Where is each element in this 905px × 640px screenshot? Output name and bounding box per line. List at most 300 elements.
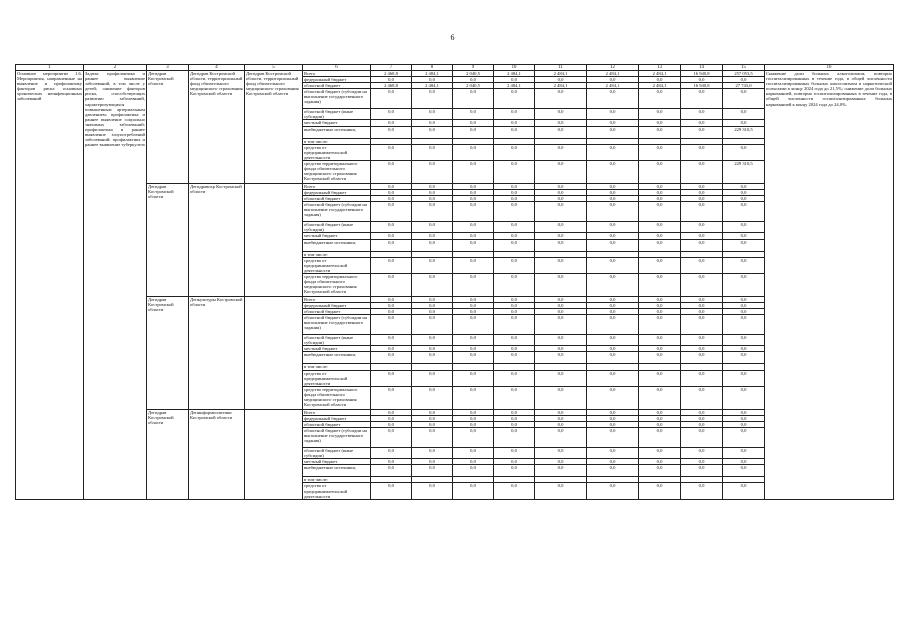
value-cell: 0,0 (412, 273, 453, 296)
value-cell: 0,0 (494, 109, 535, 120)
value-cell: 2 484,1 (587, 83, 639, 89)
value-cell: 0,0 (494, 415, 535, 421)
value-cell: 0,0 (681, 483, 723, 499)
value-cell: 0,0 (371, 415, 412, 421)
value-cell: 0,0 (453, 273, 494, 296)
value-cell: 0,0 (371, 233, 412, 239)
value-cell: 0,0 (494, 77, 535, 83)
value-cell: 0,0 (587, 160, 639, 183)
value-cell: 0,0 (371, 160, 412, 183)
funding-source-label: областной бюджет (субсидии на выполнение государственного задания) (303, 315, 371, 335)
value-cell: 0,0 (371, 302, 412, 308)
col5-cell (245, 296, 303, 409)
value-cell: 0,0 (723, 483, 765, 499)
value-cell: 0,0 (587, 239, 639, 251)
value-cell: 0,0 (681, 109, 723, 120)
value-cell: 0,0 (723, 352, 765, 364)
value-cell: 0,0 (494, 183, 535, 189)
value-cell: 0,0 (535, 448, 587, 459)
value-cell: 27 743,0 (723, 83, 765, 89)
col-header-6: 6 (303, 65, 371, 71)
funding-source-label: внебюджетные источники, (303, 465, 371, 477)
value-cell: 0,0 (535, 257, 587, 273)
value-cell: 0,0 (681, 190, 723, 196)
value-cell: 0,0 (494, 352, 535, 364)
value-cell: 257 053,5 (723, 71, 765, 77)
value-cell: 0,0 (587, 370, 639, 386)
value-cell: 0,0 (681, 89, 723, 109)
value-cell: 0,0 (587, 273, 639, 296)
value-cell: 0,0 (723, 190, 765, 196)
col-header-5: 5 (245, 65, 303, 71)
funding-source-label: областной бюджет (303, 309, 371, 315)
funding-source-label: в том числе: (303, 251, 371, 257)
value-cell: 0,0 (681, 335, 723, 346)
value-cell: 0,0 (453, 335, 494, 346)
value-cell: 0,0 (639, 415, 681, 421)
value-cell: 0,0 (639, 448, 681, 459)
value-cell: 0,0 (453, 89, 494, 109)
funding-source-label: областной бюджет (иные субсидии) (303, 448, 371, 459)
value-cell: 0,0 (587, 302, 639, 308)
value-cell: 0,0 (587, 296, 639, 302)
col-header-10: 10 (494, 65, 535, 71)
col-header-14: 14 (681, 65, 723, 71)
value-cell: 0,0 (412, 448, 453, 459)
value-cell: 0,0 (681, 386, 723, 409)
value-cell: 0,0 (639, 190, 681, 196)
value-cell: 0,0 (494, 370, 535, 386)
value-cell: 0,0 (494, 315, 535, 335)
value-cell: 0,0 (412, 428, 453, 448)
value-cell: 0,0 (494, 144, 535, 160)
value-cell: 0,0 (371, 448, 412, 459)
value-cell: 0,0 (535, 346, 587, 352)
executor-cell: Депздрав Костромской области (147, 71, 189, 184)
value-cell: 0,0 (453, 233, 494, 239)
value-cell: 0,0 (587, 144, 639, 160)
value-cell: 0,0 (412, 335, 453, 346)
value-cell: 0,0 (453, 370, 494, 386)
value-cell: 0,0 (453, 257, 494, 273)
value-cell: 0,0 (412, 160, 453, 183)
value-cell: 0,0 (587, 352, 639, 364)
value-cell: 0,0 (639, 196, 681, 202)
col-header-13: 13 (639, 65, 681, 71)
funding-source-label: областной бюджет (субсидии на выполнение государственного задания) (303, 89, 371, 109)
value-cell: 0,0 (639, 428, 681, 448)
value-cell: 0,0 (681, 448, 723, 459)
value-cell: 0,0 (371, 386, 412, 409)
funding-source-label: в том числе: (303, 138, 371, 144)
value-cell: 0,0 (494, 422, 535, 428)
value-cell: 0,0 (535, 459, 587, 465)
value-cell: 0,0 (681, 459, 723, 465)
value-cell: 0,0 (453, 309, 494, 315)
value-cell: 0,0 (639, 222, 681, 233)
value-cell: 0,0 (494, 459, 535, 465)
value-cell: 0,0 (371, 190, 412, 196)
value-cell: 0,0 (639, 160, 681, 183)
value-cell: 0,0 (723, 77, 765, 83)
value-cell: 0,0 (681, 196, 723, 202)
value-cell: 0,0 (587, 257, 639, 273)
col5-cell (245, 409, 303, 499)
value-cell: 0,0 (723, 296, 765, 302)
value-cell: 0,0 (371, 144, 412, 160)
funding-source-label: внебюджетные источники, (303, 352, 371, 364)
main-event-cell: Основное мероприятие 1.6. Мероприятия, направленные на выявление и профилактику факторов риска основных хронических неинфекционных заболеваний (16, 71, 84, 500)
value-cell: 0,0 (412, 183, 453, 189)
value-cell: 0,0 (371, 428, 412, 448)
value-cell: 0,0 (494, 302, 535, 308)
value-cell: 229 310,5 (723, 126, 765, 138)
value-cell: 0,0 (639, 77, 681, 83)
value-cell: 0,0 (587, 309, 639, 315)
value-cell: 0,0 (412, 415, 453, 421)
value-cell: 0,0 (639, 409, 681, 415)
col-header-4: 4 (189, 65, 245, 71)
value-cell: 0,0 (412, 370, 453, 386)
funding-source-label: средства от предпринимательской деятельности (303, 257, 371, 273)
value-cell: 0,0 (535, 233, 587, 239)
value-cell: 0,0 (371, 222, 412, 233)
value-cell: 0,0 (412, 309, 453, 315)
funding-source-label: областной бюджет (субсидии на выполнение государственного задания) (303, 202, 371, 222)
col-header-9: 9 (453, 65, 494, 71)
value-cell: 0,0 (587, 202, 639, 222)
funding-source-label: средства территориального фонда обязательного медицинского страхования Костромской области (303, 386, 371, 409)
funding-source-label: областной бюджет (субсидии на выполнение государственного задания) (303, 428, 371, 448)
value-cell: 0,0 (587, 89, 639, 109)
value-cell: 0,0 (587, 183, 639, 189)
value-cell: 0,0 (587, 448, 639, 459)
value-cell: 0,0 (453, 483, 494, 499)
value-cell: 2 484,1 (639, 83, 681, 89)
value-cell: 0,0 (494, 257, 535, 273)
value-cell: 0,0 (494, 202, 535, 222)
value-cell: 0,0 (723, 109, 765, 120)
value-cell: 0,0 (639, 465, 681, 477)
value-cell: 0,0 (371, 120, 412, 126)
value-cell: 0,0 (453, 202, 494, 222)
value-cell: 0,0 (639, 315, 681, 335)
executor-cell: Депздрав Костромской области (147, 296, 189, 409)
value-cell: 0,0 (535, 144, 587, 160)
value-cell: 0,0 (681, 160, 723, 183)
value-cell: 0,0 (681, 233, 723, 239)
value-cell: 0,0 (412, 222, 453, 233)
value-cell: 0,0 (723, 415, 765, 421)
value-cell: 0,0 (412, 196, 453, 202)
value-cell: 0,0 (371, 183, 412, 189)
value-cell: 0,0 (453, 77, 494, 83)
value-cell: 0,0 (453, 465, 494, 477)
value-cell: 0,0 (412, 409, 453, 415)
value-cell: 0,0 (723, 386, 765, 409)
value-cell: 0,0 (639, 120, 681, 126)
value-cell: 0,0 (453, 126, 494, 138)
col-header-1: 1 (16, 65, 84, 71)
value-cell: 0,0 (587, 233, 639, 239)
value-cell: 0,0 (371, 346, 412, 352)
value-cell: 0,0 (587, 465, 639, 477)
funding-source-label: Всего (303, 409, 371, 415)
value-cell: 0,0 (681, 422, 723, 428)
value-cell: 0,0 (723, 370, 765, 386)
value-cell: 0,0 (639, 302, 681, 308)
value-cell: 0,0 (412, 190, 453, 196)
value-cell: 0,0 (371, 459, 412, 465)
funding-source-label: федеральный бюджет (303, 77, 371, 83)
value-cell: 0,0 (535, 315, 587, 335)
value-cell: 0,0 (681, 309, 723, 315)
value-cell: 0,0 (453, 144, 494, 160)
value-cell: 0,0 (723, 222, 765, 233)
value-cell: 0,0 (587, 126, 639, 138)
value-cell: 0,0 (453, 315, 494, 335)
value-cell: 0,0 (535, 422, 587, 428)
value-cell: 0,0 (494, 233, 535, 239)
funding-source-label: местный бюджет (303, 120, 371, 126)
value-cell: 0,0 (453, 109, 494, 120)
value-cell: 0,0 (371, 77, 412, 83)
value-cell: 0,0 (412, 202, 453, 222)
value-cell: 0,0 (412, 296, 453, 302)
value-cell: 0,0 (535, 370, 587, 386)
value-cell: 0,0 (494, 190, 535, 196)
value-cell: 0,0 (453, 160, 494, 183)
value-cell: 0,0 (681, 370, 723, 386)
value-cell: 0,0 (723, 422, 765, 428)
value-cell: 0,0 (412, 465, 453, 477)
value-cell: 0,0 (681, 144, 723, 160)
col-header-2: 2 (84, 65, 147, 71)
value-cell: 0,0 (412, 126, 453, 138)
value-cell: 0,0 (535, 335, 587, 346)
value-cell: 0,0 (639, 233, 681, 239)
value-cell: 0,0 (639, 309, 681, 315)
value-cell: 0,0 (587, 120, 639, 126)
value-cell: 2 468,8 (371, 83, 412, 89)
value-cell: 0,0 (639, 257, 681, 273)
value-cell: 0,0 (681, 183, 723, 189)
value-cell: 0,0 (453, 422, 494, 428)
value-cell: 0,0 (681, 273, 723, 296)
value-cell: 0,0 (587, 196, 639, 202)
col5-cell (245, 183, 303, 296)
value-cell: 0,0 (639, 335, 681, 346)
value-cell: 0,0 (723, 89, 765, 109)
value-cell: 0,0 (494, 160, 535, 183)
value-cell: 0,0 (639, 370, 681, 386)
value-cell: 0,0 (681, 302, 723, 308)
participant-cell: Депздрав Костромской области, территориальный фонд обязательного медицинского страхования Костромской области (189, 71, 245, 184)
funding-source-label: средства от предпринимательской деятельности (303, 144, 371, 160)
funding-source-label: областной бюджет (303, 83, 371, 89)
value-cell: 0,0 (681, 202, 723, 222)
value-cell: 0,0 (681, 315, 723, 335)
value-cell: 0,0 (371, 315, 412, 335)
value-cell: 0,0 (681, 126, 723, 138)
funding-source-label: средства от предпринимательской деятельности (303, 483, 371, 499)
value-cell: 0,0 (494, 335, 535, 346)
value-cell: 0,0 (412, 77, 453, 83)
value-cell: 0,0 (681, 296, 723, 302)
value-cell: 0,0 (535, 196, 587, 202)
funding-source-label: средства территориального фонда обязательного медицинского страхования Костромской области (303, 273, 371, 296)
value-cell: 0,0 (494, 120, 535, 126)
value-cell: 0,0 (587, 415, 639, 421)
value-cell: 0,0 (453, 302, 494, 308)
value-cell: 0,0 (639, 459, 681, 465)
value-cell: 2 484,1 (535, 71, 587, 77)
value-cell: 0,0 (587, 346, 639, 352)
value-cell: 0,0 (639, 144, 681, 160)
value-cell: 0,0 (535, 222, 587, 233)
value-cell: 0,0 (371, 196, 412, 202)
value-cell: 2 484,1 (587, 71, 639, 77)
funding-source-label: областной бюджет (303, 422, 371, 428)
value-cell: 0,0 (639, 239, 681, 251)
value-cell: 0,0 (371, 202, 412, 222)
value-cell: 0,0 (587, 459, 639, 465)
value-cell: 0,0 (535, 309, 587, 315)
value-cell: 0,0 (535, 160, 587, 183)
value-cell: 0,0 (453, 409, 494, 415)
funding-source-label: областной бюджет (иные субсидии) (303, 109, 371, 120)
value-cell: 0,0 (371, 352, 412, 364)
value-cell: 0,0 (494, 239, 535, 251)
value-cell: 0,0 (535, 126, 587, 138)
value-cell: 0,0 (494, 196, 535, 202)
value-cell: 2 040,5 (453, 83, 494, 89)
value-cell: 0,0 (494, 448, 535, 459)
value-cell: 0,0 (412, 89, 453, 109)
participant-cell: Депкультуры Костромской области (189, 296, 245, 409)
value-cell: 0,0 (681, 465, 723, 477)
funding-source-label: Всего (303, 71, 371, 77)
value-cell: 0,0 (412, 239, 453, 251)
value-cell: 0,0 (535, 120, 587, 126)
value-cell: 0,0 (535, 465, 587, 477)
value-cell: 0,0 (535, 302, 587, 308)
value-cell: 0,0 (412, 386, 453, 409)
funding-source-label: Всего (303, 183, 371, 189)
value-cell: 0,0 (453, 296, 494, 302)
col-header-8: 8 (412, 65, 453, 71)
value-cell: 0,0 (723, 202, 765, 222)
value-cell: 0,0 (587, 428, 639, 448)
value-cell: 0,0 (723, 309, 765, 315)
value-cell: 0,0 (587, 422, 639, 428)
value-cell: 2 484,1 (494, 83, 535, 89)
funding-source-label: в том числе: (303, 364, 371, 370)
value-cell: 0,0 (639, 483, 681, 499)
value-cell: 0,0 (723, 409, 765, 415)
value-cell: 0,0 (494, 222, 535, 233)
value-cell: 0,0 (723, 183, 765, 189)
task-cell: Задача: профилактика и раннее выявление заболеваний, в том числе у детей; снижение факторов риска, способствующих развитию заболеваний, характеризующихся повышенным артериальным давлением; профилактика и раннее выявление социально значимых заболеваний; профилактика и раннее выявление злоупотреблений заболеваний; профилактика и раннее выявление туберкулеза (84, 71, 147, 500)
funding-source-label: областной бюджет (иные субсидии) (303, 335, 371, 346)
value-cell: 0,0 (639, 352, 681, 364)
value-cell: 0,0 (639, 422, 681, 428)
col-header-16: 16 (765, 65, 894, 71)
value-cell: 0,0 (494, 428, 535, 448)
value-cell: 0,0 (723, 144, 765, 160)
value-cell: 0,0 (412, 352, 453, 364)
value-cell: 229 310,5 (723, 160, 765, 183)
value-cell: 0,0 (371, 296, 412, 302)
value-cell: 0,0 (723, 315, 765, 335)
col-header-15: 15 (723, 65, 765, 71)
value-cell: 0,0 (412, 109, 453, 120)
value-cell: 0,0 (681, 239, 723, 251)
funding-source-label: средства территориального фонда обязательного медицинского страхования Костромской области (303, 160, 371, 183)
funding-source-label: в том числе: (303, 477, 371, 483)
value-cell: 0,0 (723, 335, 765, 346)
value-cell: 0,0 (412, 144, 453, 160)
value-cell: 0,0 (412, 120, 453, 126)
value-cell: 0,0 (453, 120, 494, 126)
value-cell: 0,0 (535, 296, 587, 302)
executor-cell: Депздрав Костромской области (147, 409, 189, 499)
value-cell: 0,0 (453, 448, 494, 459)
value-cell: 0,0 (371, 370, 412, 386)
value-cell: 0,0 (453, 428, 494, 448)
value-cell: 0,0 (535, 273, 587, 296)
col-header-3: 3 (147, 65, 189, 71)
value-cell: 0,0 (453, 190, 494, 196)
value-cell: 0,0 (535, 202, 587, 222)
participant-cell: Депздравохр Костромской области (189, 183, 245, 296)
value-cell: 0,0 (587, 386, 639, 409)
value-cell: 0,0 (681, 222, 723, 233)
col-header-7: 7 (371, 65, 412, 71)
value-cell: 0,0 (535, 352, 587, 364)
value-cell: 0,0 (587, 77, 639, 83)
value-cell: 0,0 (681, 257, 723, 273)
value-cell: 0,0 (535, 409, 587, 415)
funding-source-label: внебюджетные источники, (303, 126, 371, 138)
value-cell: 0,0 (723, 302, 765, 308)
value-cell: 0,0 (535, 183, 587, 189)
value-cell: 0,0 (587, 315, 639, 335)
value-cell: 0,0 (639, 273, 681, 296)
value-cell: 0,0 (371, 239, 412, 251)
value-cell: 0,0 (587, 190, 639, 196)
value-cell: 0,0 (371, 409, 412, 415)
value-cell: 0,0 (412, 422, 453, 428)
funding-source-label: местный бюджет (303, 346, 371, 352)
value-cell: 0,0 (494, 483, 535, 499)
value-cell: 0,0 (639, 183, 681, 189)
page-number: 6 (450, 33, 455, 42)
table-body (16, 65, 894, 500)
value-cell: 0,0 (681, 77, 723, 83)
value-cell: 0,0 (453, 346, 494, 352)
value-cell: 2 484,1 (639, 71, 681, 77)
participant-cell: Депинформполитики Костромской области (189, 409, 245, 499)
value-cell: 0,0 (723, 465, 765, 477)
value-cell: 0,0 (412, 459, 453, 465)
value-cell: 0,0 (723, 196, 765, 202)
value-cell: 0,0 (723, 459, 765, 465)
funding-source-label: средства от предпринимательской деятельности (303, 370, 371, 386)
value-cell: 0,0 (535, 109, 587, 120)
value-cell: 0,0 (535, 386, 587, 409)
value-cell: 0,0 (494, 89, 535, 109)
